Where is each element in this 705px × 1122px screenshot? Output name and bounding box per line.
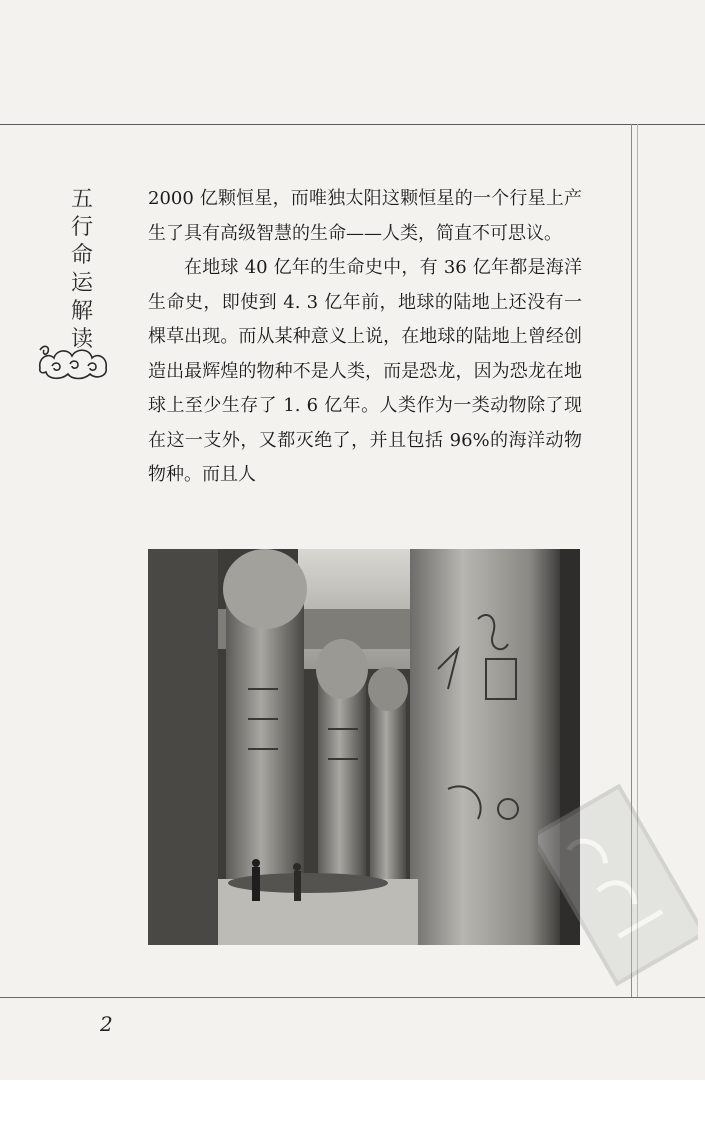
title-char: 命	[70, 243, 93, 268]
page-number: 2	[100, 1012, 113, 1036]
watermark-stamp-icon	[538, 780, 698, 990]
title-char: 五	[70, 187, 93, 212]
title-char: 读	[70, 327, 93, 352]
paragraph: 2000 亿颗恒星，而唯独太阳这颗恒星的一个行星上产生了具有高级智慧的生命——人类，简直不可思议。	[148, 188, 582, 244]
paragraph: 在地球 40 亿年的生命史中，有 36 亿年都是海洋生命史，即使到 4. 3 亿年前，地球的陆地上还没有一棵草出现。而从某种意义上说，在地球的陆地上曾经创造出最辉煌的物种不是人类，而是恐龙，因为恐龙在地球上至少生存了 1. 6 亿年。人类作为一类动物除了现在这一支外，又都灭绝了，并且包括 96%的海洋动物物种。而且人	[148, 257, 582, 485]
header-rule	[0, 124, 705, 125]
footer-rule	[0, 997, 705, 998]
title-char: 解	[70, 299, 93, 324]
side-book-title	[62, 186, 102, 354]
body-text	[148, 182, 582, 493]
scan-margin	[0, 1080, 705, 1122]
cloud-ornament-icon	[36, 340, 112, 382]
title-char: 运	[70, 271, 93, 296]
title-char: 行	[70, 215, 93, 240]
temple-photo	[148, 549, 580, 945]
